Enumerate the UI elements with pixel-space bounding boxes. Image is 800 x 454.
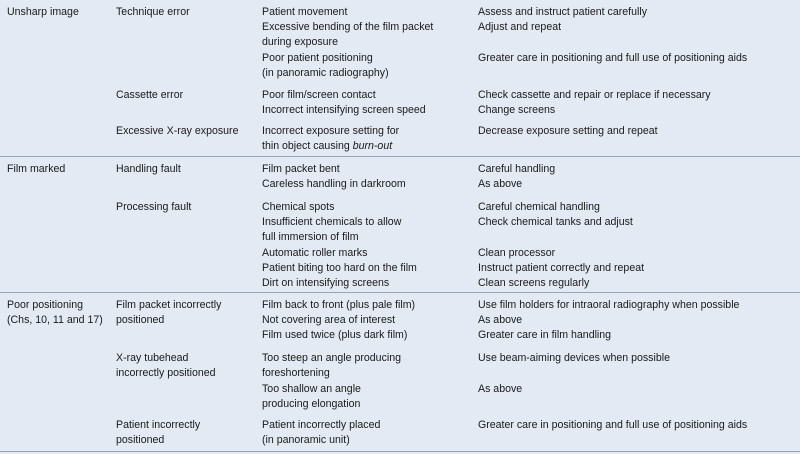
cause-cell: Incorrect exposure setting for (262, 125, 400, 137)
cause-text: thin object causing (262, 140, 353, 152)
fault-type-cell: positioned (116, 314, 165, 326)
remedy-cell: Decrease exposure setting and repeat (478, 125, 658, 137)
fault-type-cell: X-ray tubehead (116, 352, 189, 364)
section-divider (0, 292, 800, 293)
remedy-cell: As above (478, 178, 523, 190)
remedy-cell: Careful handling (478, 163, 556, 175)
table-bottom-rule (0, 451, 800, 452)
cause-cell: foreshortening (262, 367, 330, 379)
cause-cell: Not covering area of interest (262, 314, 396, 326)
category-cell: (Chs, 10, 11 and 17) (7, 314, 103, 326)
remedy-cell: Check chemical tanks and adjust (478, 216, 633, 228)
remedy-cell: Change screens (478, 104, 556, 116)
remedy-cell: Adjust and repeat (478, 21, 562, 33)
cause-cell: Excessive bending of the film packet (262, 21, 434, 33)
fault-type-cell: Excessive X-ray exposure (116, 125, 239, 137)
remedy-cell: As above (478, 383, 523, 395)
cause-cell: (in panoramic radiography) (262, 67, 389, 79)
category-cell: Poor positioning (7, 299, 83, 311)
cause-cell: Poor patient positioning (262, 52, 373, 64)
section-divider (0, 156, 800, 157)
remedy-cell: Use film holders for intraoral radiography when possible (478, 299, 740, 311)
cause-cell: (in panoramic unit) (262, 434, 350, 446)
remedy-cell: Check cassette and repair or replace if necessary (478, 89, 711, 101)
cause-cell: Patient biting too hard on the film (262, 262, 417, 274)
cause-cell: Careless handling in darkroom (262, 178, 406, 190)
cause-cell: Film back to front (plus pale film) (262, 299, 416, 311)
cause-cell: full immersion of film (262, 231, 359, 243)
cause-cell: during exposure (262, 36, 338, 48)
remedy-cell: Greater care in film handling (478, 329, 612, 341)
remedy-cell: Clean screens regularly (478, 277, 590, 289)
remedy-cell: Instruct patient correctly and repeat (478, 262, 645, 274)
cause-cell: Poor film/screen contact (262, 89, 376, 101)
cause-cell: Too steep an angle producing (262, 352, 402, 364)
cause-emphasis: burn-out (352, 140, 393, 152)
remedy-cell: Greater care in positioning and full use of positioning aids (478, 419, 748, 431)
fault-type-cell: Handling fault (116, 163, 181, 175)
category-cell: Film marked (7, 163, 66, 175)
remedy-cell: As above (478, 314, 523, 326)
remedy-cell: Assess and instruct patient carefully (478, 6, 647, 18)
cause-cell: Film used twice (plus dark film) (262, 329, 408, 341)
cause-cell: Patient movement (262, 6, 348, 18)
cause-cell: Chemical spots (262, 201, 335, 213)
fault-type-cell: Cassette error (116, 89, 184, 101)
remedy-cell: Careful chemical handling (478, 201, 600, 213)
cause-cell: Patient incorrectly placed (262, 419, 381, 431)
cause-cell: producing elongation (262, 398, 361, 410)
fault-type-cell: Processing fault (116, 201, 192, 213)
remedy-cell: Use beam-aiming devices when possible (478, 352, 670, 364)
cause-cell (262, 139, 392, 154)
remedy-cell: Greater care in positioning and full use of positioning aids (478, 52, 748, 64)
remedy-cell: Clean processor (478, 247, 556, 259)
fault-type-cell: Patient incorrectly (116, 419, 201, 431)
cause-cell: Incorrect intensifying screen speed (262, 104, 426, 116)
fault-type-cell: positioned (116, 434, 165, 446)
cause-cell: Automatic roller marks (262, 247, 368, 259)
fault-type-cell: Film packet incorrectly (116, 299, 222, 311)
cause-cell: Dirt on intensifying screens (262, 277, 390, 289)
cause-cell: Insufficient chemicals to allow (262, 216, 402, 228)
fault-type-cell: Technique error (116, 6, 190, 18)
cause-cell: Film packet bent (262, 163, 340, 175)
cause-cell: Too shallow an angle (262, 383, 361, 395)
fault-type-cell: incorrectly positioned (116, 367, 216, 379)
category-cell: Unsharp image (7, 6, 79, 18)
